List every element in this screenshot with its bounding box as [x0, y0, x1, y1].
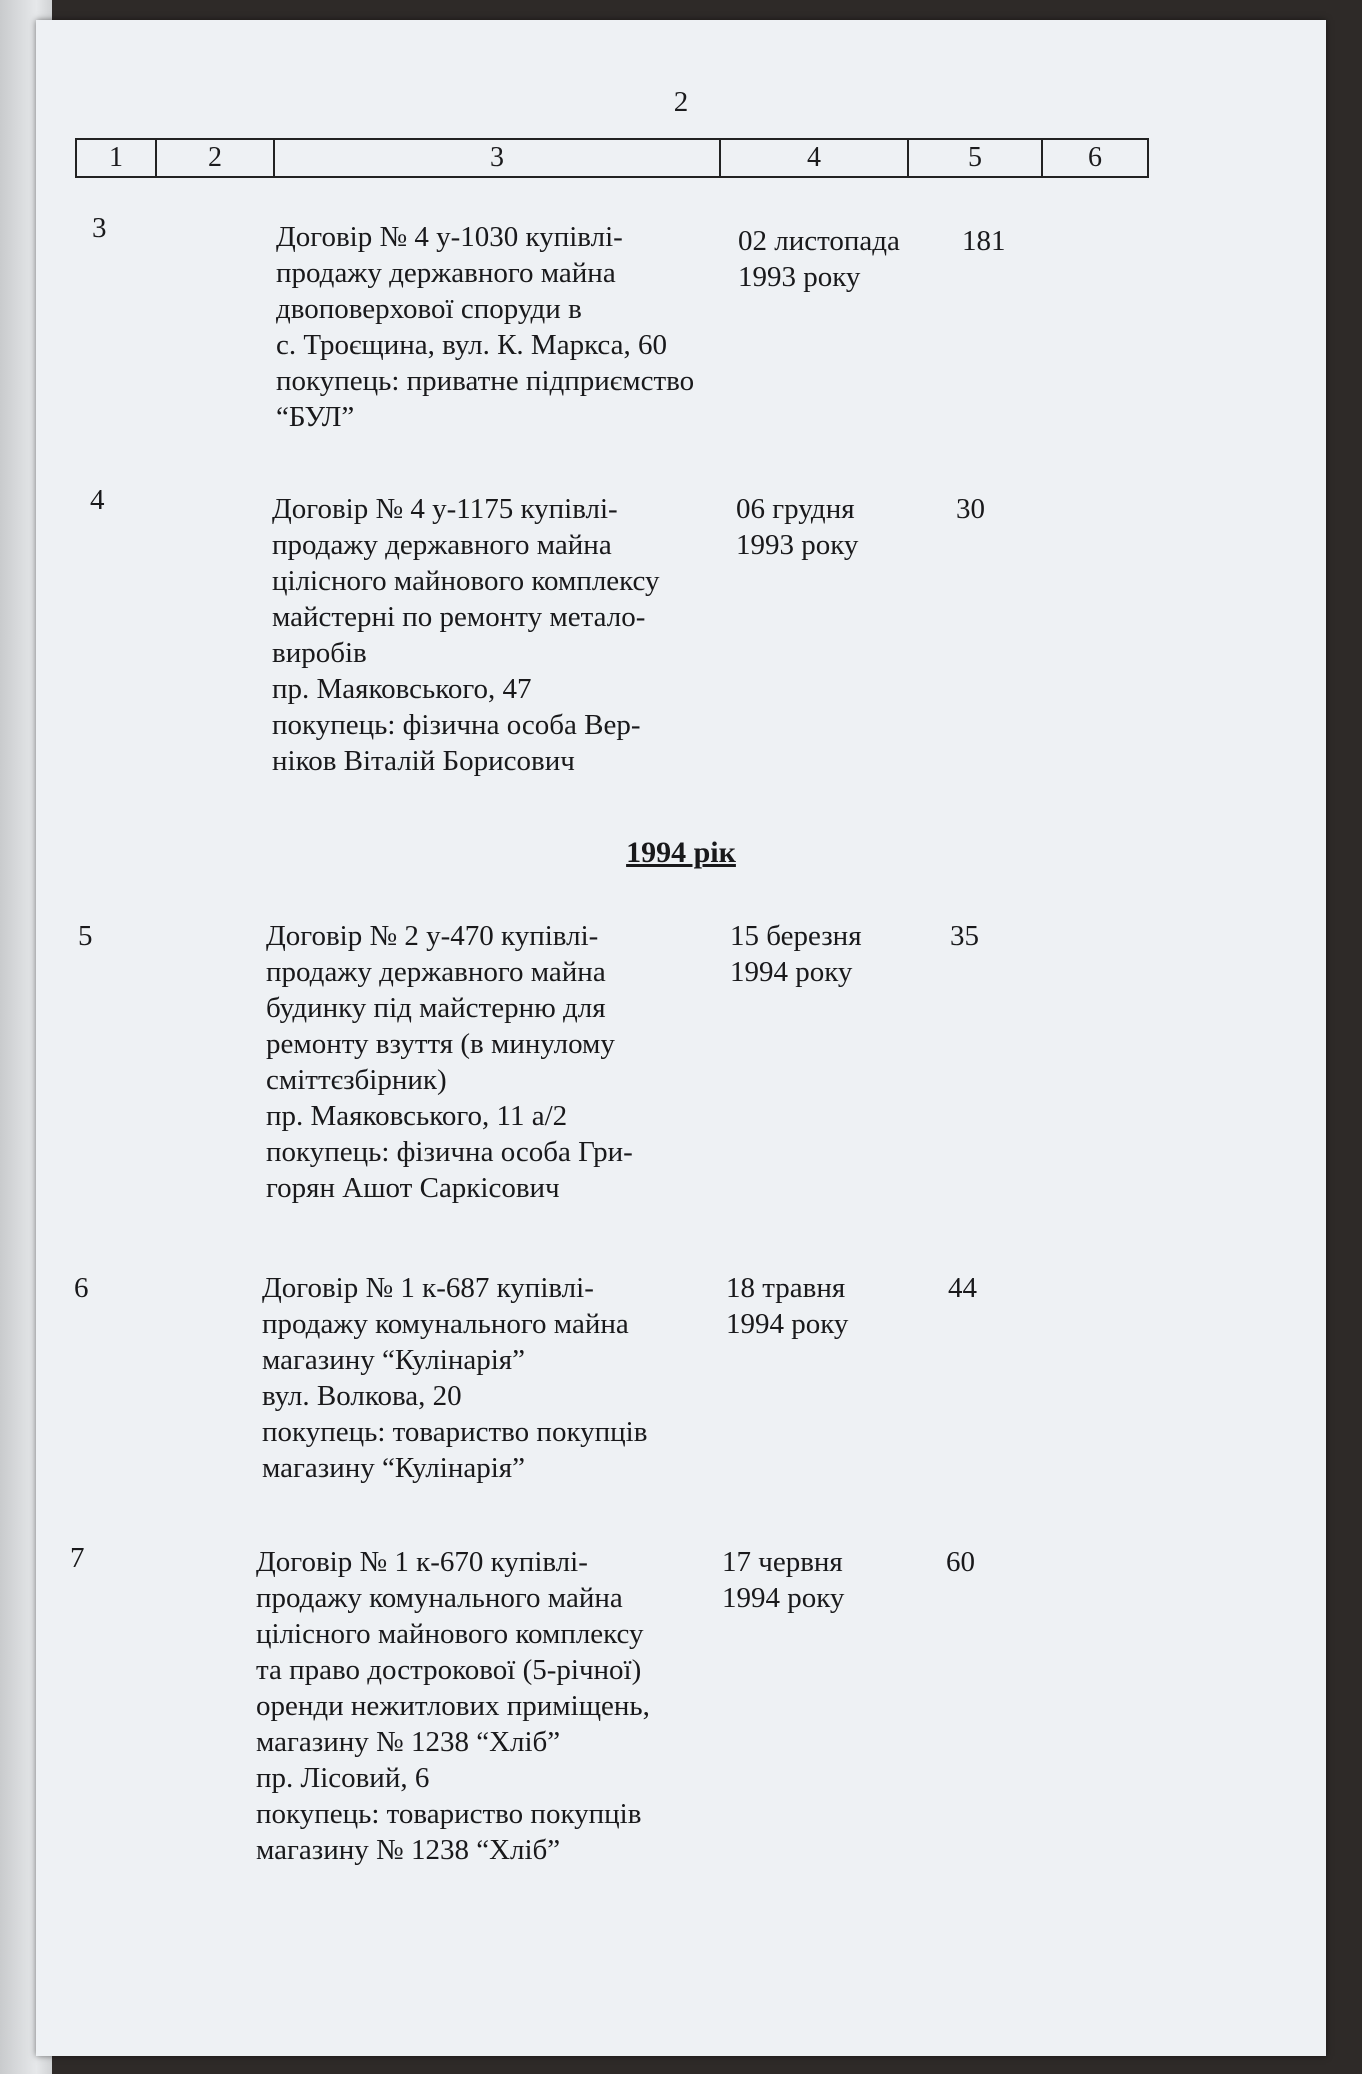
row-amount: 181	[962, 225, 1006, 257]
row-description: Договір № 4 у-1175 купівлі- продажу державного майна цілісного майнового комплексу майстерні по ремонту метало- виробів пр. Маяковського, 47 покупець: фізична особа Вер- ніков Віталій Борисович	[272, 493, 660, 777]
header-col-6: 6	[1088, 142, 1102, 173]
row-number: 5	[78, 920, 93, 952]
table-header-row	[75, 138, 1149, 178]
row-description: Договір № 1 к-687 купівлі- продажу комунального майна магазину “Кулінарія” вул. Волкова, 20 покупець: товариство покупців магазину “Кулінарія”	[262, 1272, 648, 1484]
row-number: 6	[74, 1272, 89, 1304]
row-number: 4	[90, 484, 105, 516]
row-date: 02 листопада 1993 року	[738, 225, 900, 293]
row-date: 06 грудня 1993 року	[736, 493, 859, 561]
header-col-2: 2	[157, 140, 275, 176]
row-description: Договір № 2 у-470 купівлі- продажу державного майна будинку під майстерню для ремонту взуття (в минулому сміттєзбірник) пр. Маяковського, 11 а/2 покупець: фізична особа Гри- горян Ашот Саркісович	[266, 920, 633, 1204]
row-date: 18 травня 1994 року	[726, 1272, 849, 1340]
row-date: 17 червня 1994 року	[722, 1546, 845, 1614]
header-col-1: 1	[77, 140, 157, 176]
row-amount: 35	[950, 920, 979, 952]
row-number: 7	[70, 1542, 85, 1574]
row-description: Договір № 4 у-1030 купівлі- продажу державного майна двоповерхової споруди в с. Троєщина, вул. К. Маркса, 60 покупець: приватне підприємство “БУЛ”	[276, 221, 695, 433]
row-amount: 44	[948, 1272, 977, 1304]
row-number: 3	[92, 212, 107, 244]
row-description: Договір № 1 к-670 купівлі- продажу комунального майна цілісного майнового комплексу та право дострокової (5-річної) оренди нежитлових приміщень, магазину № 1238 “Хліб” пр. Лісовий, 6 покупець: товариство покупців магазину № 1238 “Хліб”	[256, 1546, 650, 1866]
header-col-5: 5	[909, 140, 1043, 176]
row-amount: 30	[956, 493, 985, 525]
row-date: 15 березня 1994 року	[730, 920, 862, 988]
header-col-3: 3	[275, 140, 721, 176]
page-number: 2	[673, 86, 689, 118]
document-sheet	[36, 20, 1326, 2056]
section-year-title: 1994 рік	[626, 836, 736, 869]
row-amount: 60	[946, 1546, 975, 1578]
header-col-4: 4	[721, 140, 909, 176]
